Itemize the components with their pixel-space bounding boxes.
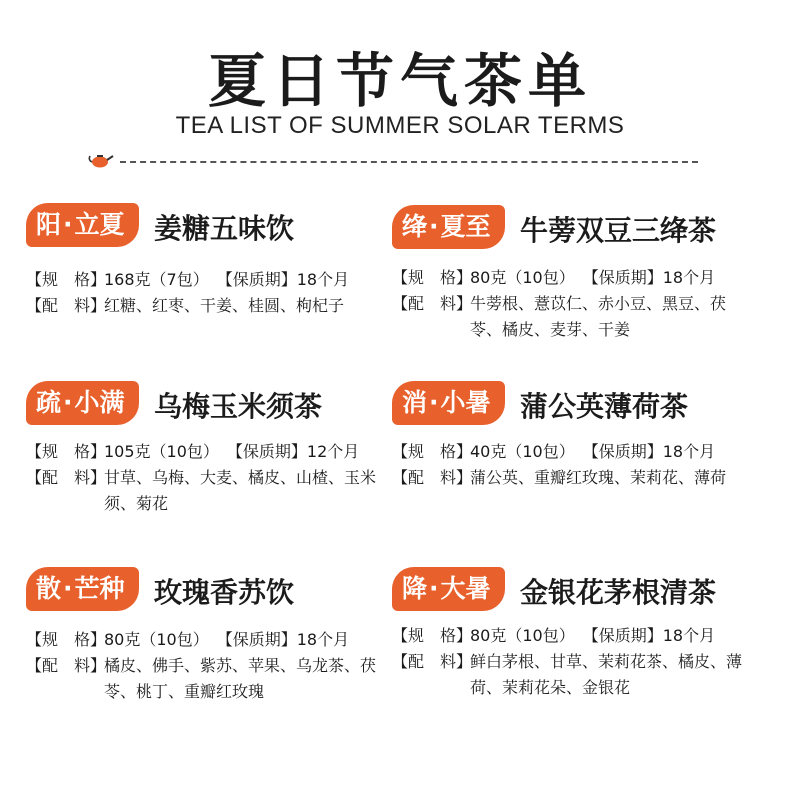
tea-card-xiazhi	[392, 205, 772, 343]
spec-row	[392, 439, 772, 465]
tea-card-dashu	[392, 567, 772, 701]
solar-term-badge	[26, 381, 139, 425]
badge-term: 立夏	[74, 210, 125, 239]
ingredients-label: 【配 料】	[392, 468, 473, 487]
spec-label: 【规 格】	[26, 442, 107, 461]
badge-dot: ·	[63, 574, 73, 603]
shelf-value: 18个月	[662, 268, 716, 287]
spec-row	[26, 627, 406, 653]
solar-term-badge	[392, 567, 505, 611]
tea-card-xiaoman	[26, 381, 406, 517]
tea-card-xiaoshu	[392, 381, 772, 491]
solar-term-badge	[392, 381, 505, 425]
spec-value: 40克（10包）	[470, 442, 575, 461]
tea-card-header	[26, 567, 406, 615]
spec-label: 【规 格】	[392, 442, 473, 461]
ingredients-label: 【配 料】	[26, 296, 107, 315]
tea-name: 蒲公英薄荷茶	[520, 390, 689, 423]
badge-char: 消	[402, 388, 428, 417]
badge-dot: ·	[429, 212, 439, 241]
ingredients-row	[26, 653, 378, 705]
badge-dot: ·	[63, 210, 73, 239]
shelf-value: 18个月	[296, 630, 350, 649]
solar-term-badge	[26, 567, 139, 611]
ingredients-label: 【配 料】	[26, 656, 107, 675]
spec-label: 【规 格】	[26, 270, 107, 289]
badge-term: 芒种	[74, 574, 125, 603]
dashed-divider	[88, 150, 698, 170]
tea-card-header	[26, 203, 406, 251]
shelf-label: 【保质期】	[216, 630, 297, 649]
shelf-label: 【保质期】	[216, 270, 297, 289]
ingredients-row	[392, 465, 732, 491]
badge-char: 散	[36, 574, 62, 603]
ingredients-row	[392, 291, 744, 343]
shelf-label: 【保质期】	[582, 268, 663, 287]
ingredients-value: 红糖、红枣、干姜、桂圆、枸杞子	[104, 296, 345, 315]
badge-char: 阳	[36, 210, 62, 239]
spec-label: 【规 格】	[26, 630, 107, 649]
tea-card-header	[392, 381, 772, 429]
ingredients-value: 鲜白茅根、甘草、茉莉花茶、橘皮、薄荷、茉莉花朵、金银花	[470, 652, 743, 697]
solar-term-badge	[392, 205, 505, 249]
dash-line	[120, 161, 698, 163]
ingredients-row	[26, 293, 386, 319]
spec-row	[392, 623, 772, 649]
badge-char: 疏	[36, 388, 62, 417]
tea-name: 姜糖五味饮	[154, 212, 295, 245]
spec-value: 105克（10包）	[104, 442, 219, 461]
ingredients-value: 橘皮、佛手、紫苏、苹果、乌龙茶、茯苓、桃丁、重瓣红玫瑰	[104, 656, 377, 701]
spec-value: 80克（10包）	[470, 626, 575, 645]
ingredients-row	[26, 465, 378, 517]
badge-term: 小暑	[440, 388, 491, 417]
badge-dot: ·	[429, 574, 439, 603]
badge-term: 大暑	[440, 574, 491, 603]
ingredients-row	[392, 649, 762, 701]
solar-term-badge	[26, 203, 139, 247]
spec-value: 168克（7包）	[104, 270, 209, 289]
badge-char: 绛	[402, 212, 428, 241]
tea-card-header	[392, 567, 772, 615]
badge-term: 夏至	[440, 212, 491, 241]
page-title: 夏日节气茶单	[207, 47, 592, 115]
shelf-value: 18个月	[662, 626, 716, 645]
spec-row	[392, 265, 772, 291]
shelf-value: 12个月	[306, 442, 360, 461]
tea-name: 玫瑰香苏饮	[154, 576, 295, 609]
spec-label: 【规 格】	[392, 626, 473, 645]
spec-value: 80克（10包）	[470, 268, 575, 287]
spec-row	[26, 439, 406, 465]
tea-card-header	[392, 205, 772, 253]
shelf-label: 【保质期】	[582, 442, 663, 461]
ingredients-label: 【配 料】	[392, 294, 473, 313]
tea-card-header	[26, 381, 406, 429]
badge-dot: ·	[429, 388, 439, 417]
spec-value: 80克（10包）	[104, 630, 209, 649]
tea-card-mangzhong	[26, 567, 406, 705]
shelf-label: 【保质期】	[582, 626, 663, 645]
shelf-label: 【保质期】	[226, 442, 307, 461]
teapot-icon	[88, 150, 114, 170]
badge-dot: ·	[63, 388, 73, 417]
tea-name: 乌梅玉米须茶	[154, 390, 323, 423]
spec-label: 【规 格】	[392, 268, 473, 287]
ingredients-label: 【配 料】	[26, 468, 107, 487]
badge-term: 小满	[74, 388, 125, 417]
spec-row	[26, 267, 406, 293]
ingredients-value: 蒲公英、重瓣红玫瑰、茉莉花、薄荷	[470, 468, 727, 487]
shelf-value: 18个月	[662, 442, 716, 461]
ingredients-label: 【配 料】	[392, 652, 473, 671]
tea-name: 金银花茅根清茶	[520, 576, 717, 609]
tea-name: 牛蒡双豆三绛茶	[520, 214, 717, 247]
ingredients-value: 甘草、乌梅、大麦、橘皮、山楂、玉米须、菊花	[104, 468, 377, 513]
tea-card-lixia	[26, 203, 406, 319]
page-subtitle: TEA LIST OF SUMMER SOLAR TERMS	[175, 112, 625, 139]
shelf-value: 18个月	[296, 270, 350, 289]
badge-char: 降	[402, 574, 428, 603]
ingredients-value: 牛蒡根、薏苡仁、赤小豆、黑豆、茯苓、橘皮、麦芽、干姜	[470, 294, 727, 339]
